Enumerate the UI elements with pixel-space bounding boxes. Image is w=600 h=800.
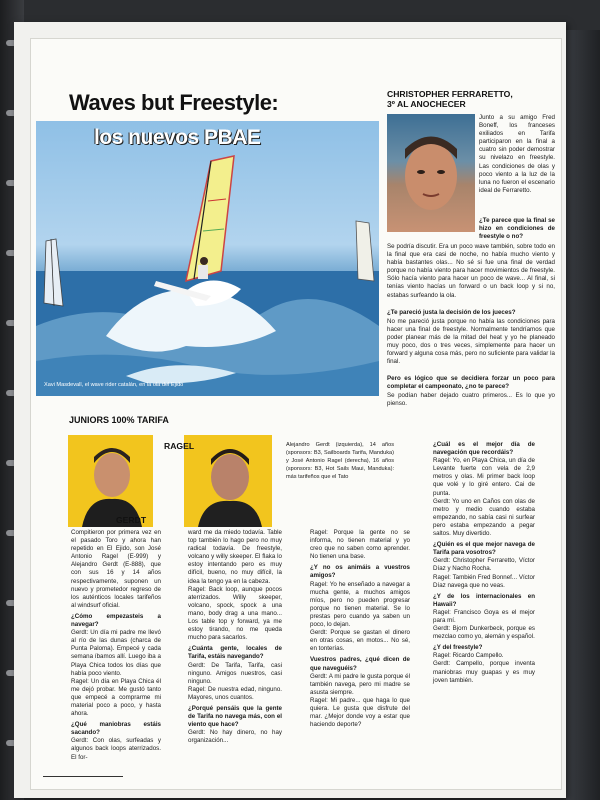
col4-a1b: Gerdt: Yo uno en Caños con olas de metro y medio cuando estaba empezando, no sabía casi ni surfear pero estaba empezando a pegar saltos. Muy divertido.: [433, 497, 535, 538]
interview-col1: [71, 529, 161, 762]
col2-q2: ¿Porqué pensáis que la gente de Tarifa no navega más, con el viento que hace?: [188, 704, 282, 729]
col4-a4: Ragel: Ricardo Campello.: [433, 652, 504, 660]
gerdt-figure: [68, 435, 153, 527]
col2-a1b: Ragel: De nuestra edad, ninguno. Mayores, unos cuantos.: [188, 685, 282, 701]
sidebar-q1: ¿Te parece que la final se hizo en condiciones de freestyle o no?: [479, 217, 555, 241]
col1-q2: ¿Qué maniobras estáis sacando?: [71, 721, 161, 737]
portrait-figure: [387, 114, 475, 232]
interview-col4: [433, 441, 535, 685]
col1-a2: Gerdt: Con olas, surfeadas y algunos back loops aterrizados. El for-: [71, 737, 161, 761]
sidebar-q3-block: [387, 375, 555, 391]
col4-q4: ¿Y del freestyle?: [433, 644, 483, 652]
ragel-label: RAGEL: [164, 441, 195, 451]
col2-a1: Gerdt: De Tarifa, Tarifa, casi ninguno. Amigos nuestros, casi ninguno.: [188, 661, 282, 685]
ragel-figure: [184, 435, 272, 527]
col1-intro: Compitieron por primera vez en el pasado Toro y ahora han repetido en El Ejido, son José Antonio Ragel (E-999) y Alejandro Gerdt (E-888), que con sus 16 y 14 años respectivamente, suponen un nuevo y prometedor regreso de los auténticos locales tarifeños al windsurf oficial.: [71, 529, 161, 609]
col1-q1: ¿Cómo empezasteis a navegar?: [71, 612, 161, 629]
sidebar-a3: Se podían haber dejado cuatro primeros... Es lo que yo pienso.: [387, 392, 555, 408]
col4-q2: ¿Quién es el que mejor navega de Tarifa para vosotros?: [433, 541, 535, 557]
main-photo: [36, 121, 379, 396]
col3-p1: Ragel: Porque la gente no se informa, no tienen material y yo creo que no saben como aprender. No tienen una base.: [310, 529, 410, 561]
sidebar-title-line2: 3º AL ANOCHECER: [387, 99, 466, 109]
gerdt-portrait: [68, 435, 153, 527]
sidebar-a1: Se podría discutir. Era un poco wave también, sobre todo en la final que era casi de noche, no había mucho viento y había bastantes olas... No sé si fue una final de verdad porque no había viento para hacer movimientos de freestyle. Sólo hacía viento para hacer un poco de wave... Al final, si tenías viento hacías un forward o un back loop y si no, estabas surfeando la ola.: [387, 243, 555, 299]
headline-line1: Waves but Freestyle:: [69, 90, 279, 115]
col1-a1: Gerdt: Un día mi padre me llevó al río de las dunas (charca de Punta Paloma). Empecé y cada semana íbamos allí. Luego iba a Playa Chica todos los días que había poco viento.: [71, 629, 161, 677]
col4-a3: Ragel: Francisco Goya es el mejor para mí.: [433, 608, 535, 624]
col4-q1: ¿Cuál es el mejor día de navegación que recordáis?: [433, 441, 535, 457]
col1-a1b: Ragel: Un día en Playa Chica él me dejó probar. Me gustó tanto que empecé a comprarme mi material poco a poco, y hasta ahora.: [71, 677, 161, 718]
col4-a2: Gerdt: Christopher Ferraretto, Víctor Díaz y Nacho Rocha.: [433, 557, 535, 573]
col3-a2b: Ragel: Mi padre... que haga lo que quiera. Le gusta que disfrute del mar. ¿Mejor donde voy a estar que haciendo deporte?: [310, 696, 410, 729]
gerdt-label: GERDT: [116, 515, 147, 525]
juniors-heading: JUNIORS 100% TARIFA: [69, 415, 169, 425]
sidebar-q2: ¿Te pareció justa la decisión de los jueces?: [387, 309, 516, 316]
magazine-page: [30, 38, 562, 790]
footer-rule: [43, 776, 123, 777]
sidebar-title-line1: CHRISTOPHER FERRARETTO,: [387, 89, 513, 99]
sidebar-title: [387, 89, 513, 109]
sidebar-intro: Junto a su amigo Fred Boneff, los franceses exiliados en Tarifa participaron en la final a cuatro sin poder demostrar su nivelazo en freestyle. Las condiciones de olas y poco viento a la luz de la luna no fueron el escenario ideal de Ferraretto.: [479, 114, 555, 194]
next-page-edge: [566, 30, 600, 800]
col4-a4b: Gerdt: Campello, porque inventa maniobras muy guapas y es muy joven también.: [433, 660, 535, 684]
interview-col2: [188, 529, 282, 745]
headline-line2: los nuevos PBAE: [94, 126, 261, 149]
photo-caption: Xavi Masdevall, el wave rider catalán, en la ola del Ejido: [44, 382, 184, 388]
sidebar-q1-start: [479, 217, 555, 241]
col3-a2: Gerdt: A mi padre le gusta porque él también navega, pero mi madre se asusta siempre.: [310, 672, 410, 696]
col4-a2b: Ragel: También Fred Bonnef... Víctor Díaz navega que no veas.: [433, 573, 535, 589]
col3-a1: Ragel: Yo he enseñado a navegar a mucha gente, a muchos amigos míos, pero no pueden progresar porque no tienen material. Se lo prestas pero cuando ya saben un poco, lo dejan.: [310, 580, 410, 629]
ragel-portrait: [184, 435, 272, 527]
col2-q1: ¿Cuánta gente, locales de Tarifa, estáis navegando?: [188, 645, 282, 661]
interview-col3: [310, 529, 410, 729]
col3-q2: Vuestros padres, ¿qué dicen de que naveguéis?: [310, 656, 410, 672]
col2-a2: Gerdt: No hay dinero, no hay organización...: [188, 729, 282, 745]
windsurf-scene: [36, 121, 379, 396]
col4-a1: Ragel: Yo, en Playa Chica, un día de Levante fuerte con vela de 2,9 metros y olas. Mi primer back loop que volé y lo giré entero. Cai de punta.: [433, 457, 535, 497]
ferraretto-portrait: [387, 114, 475, 232]
col4-q3: ¿Y de los internacionales en Hawaii?: [433, 592, 535, 608]
col3-q1: ¿Y no os animáis a vuestros amigos?: [310, 564, 410, 580]
juniors-bio: Alejandro Gerdt (izquierda), 14 años (sponsors: B3, Sailboards Tarifa, Manduka) y José Antonio Ragel (derecha), 16 años (sponsors: B3, Hot Sails Maui, Manduka): más tarifeños que el Tato: [286, 442, 394, 480]
sidebar-q2-block: [387, 309, 555, 317]
sidebar-q3: Pero es lógico que se decidiera forzar un poco para completar el campeonato, ¿no te parece?: [387, 375, 555, 391]
col3-a1b: Gerdt: Porque se gastan el dinero en otras cosas, en motos... No sé, en tonterías.: [310, 629, 410, 653]
col2-p2: Ragel: Back loop, aunque pocos aterrizados. Willy skeeper, volcano, spock, spock a una mano, body drag a una mano... Los table top y forward, ya me estoy tirando, no me queda mucho para sacarlos.: [188, 585, 282, 642]
col4-a3b: Gerdt: Bjorn Dunkerbeck, porque es mezclao como yo, alemán y español.: [433, 625, 535, 641]
sidebar-a2: No me pareció justa porque no había las condiciones para hacer una final de freestyle. Normalmente tendríamos que poder planear más de la mitad del heat y yo he planeado muy poco, dos o tres veces, simplemente para hacer un forward y alguna cosa más, pero no suficiente para validar la final.: [387, 318, 555, 366]
col2-p1: ward me da miedo todavía. Table top también lo hago pero no muy radical todavía. De freestyle, volcano y willy skeeper. El flaka lo estoy intentando pero es muy difícil, bueno, no muy difícil, la idea la tengo ya en la cabeza.: [188, 529, 282, 585]
